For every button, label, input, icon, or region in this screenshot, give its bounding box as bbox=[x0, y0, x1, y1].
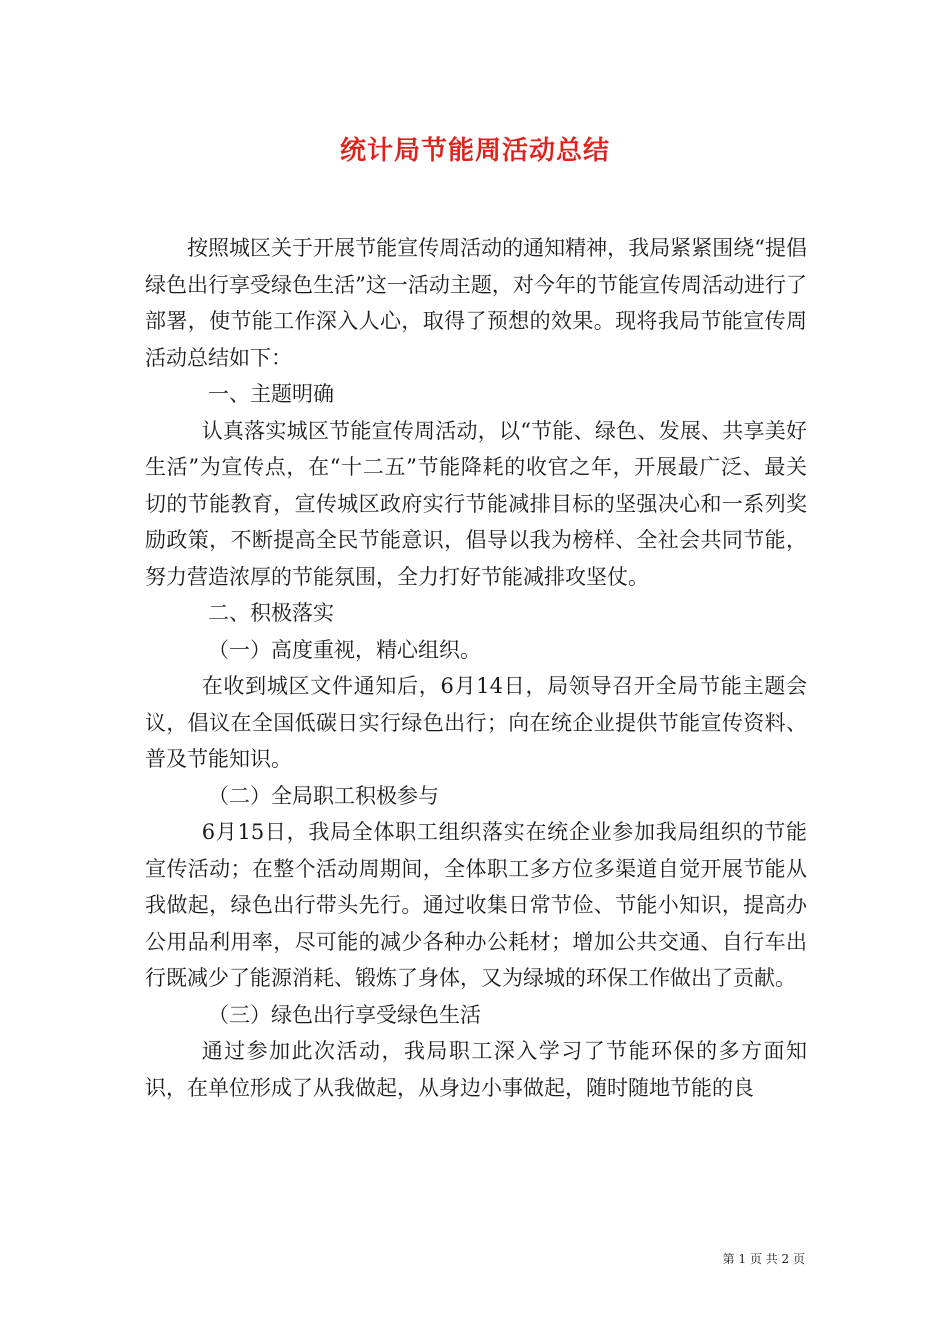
paragraph: 6月15日，我局全体职工组织落实在统企业参加我局组织的节能宣传活动；在整个活动周期间，全体职工多方位多渠道自觉开展节能从我做起，绿色出行带头先行。通过收集日常节俭、节能小知识，提高办公用品利用率，尽可能的减少各种办公耗材；增加公共交通、自行车出行既减少了能源消耗、锻炼了身体，又为绿城的环保工作做出了贡献。 bbox=[145, 820, 807, 990]
subsection-heading: （一）高度重视，精心组织。 bbox=[208, 637, 481, 662]
document-body bbox=[145, 230, 807, 1106]
page-number: 第 1 页 共 2 页 bbox=[722, 1252, 805, 1266]
page-title: 统计局节能周活动总结 bbox=[339, 136, 610, 166]
section-heading: 二、积极落实 bbox=[208, 601, 334, 625]
subsection-heading: （三）绿色出行享受绿色生活 bbox=[208, 1002, 481, 1027]
paragraph: 按照城区关于开展节能宣传周活动的通知精神，我局紧紧围绕“提倡绿色出行享受绿色生活”这一活动主题，对今年的节能宣传周活动进行了部署，使节能工作深入人心，取得了预想的效果。现将我局节能宣传周活动总结如下： bbox=[145, 236, 807, 370]
paragraph: 认真落实城区节能宣传周活动，以“节能、绿色、发展、共享美好生活”为宣传点，在“十二五”节能降耗的收官之年，开展最广泛、最关切的节能教育，宣传城区政府实行节能减排目标的坚强决心和一系列奖励政策，不断提高全民节能意识，倡导以我为榜样、全社会共同节能，努力营造浓厚的节能氛围，全力打好节能减排攻坚仗。 bbox=[145, 418, 807, 589]
section-heading: 一、主题明确 bbox=[208, 382, 334, 406]
paragraph: 通过参加此次活动，我局职工深入学习了节能环保的多方面知识，在单位形成了从我做起，从身边小事做起，随时随地节能的良 bbox=[145, 1039, 807, 1100]
paragraph: 在收到城区文件通知后，6月14日，局领导召开全局节能主题会议，倡议在全国低碳日实行绿色出行；向在统企业提供节能宣传资料、普及节能知识。 bbox=[145, 674, 807, 771]
subsection-heading: （二）全局职工积极参与 bbox=[208, 783, 439, 808]
